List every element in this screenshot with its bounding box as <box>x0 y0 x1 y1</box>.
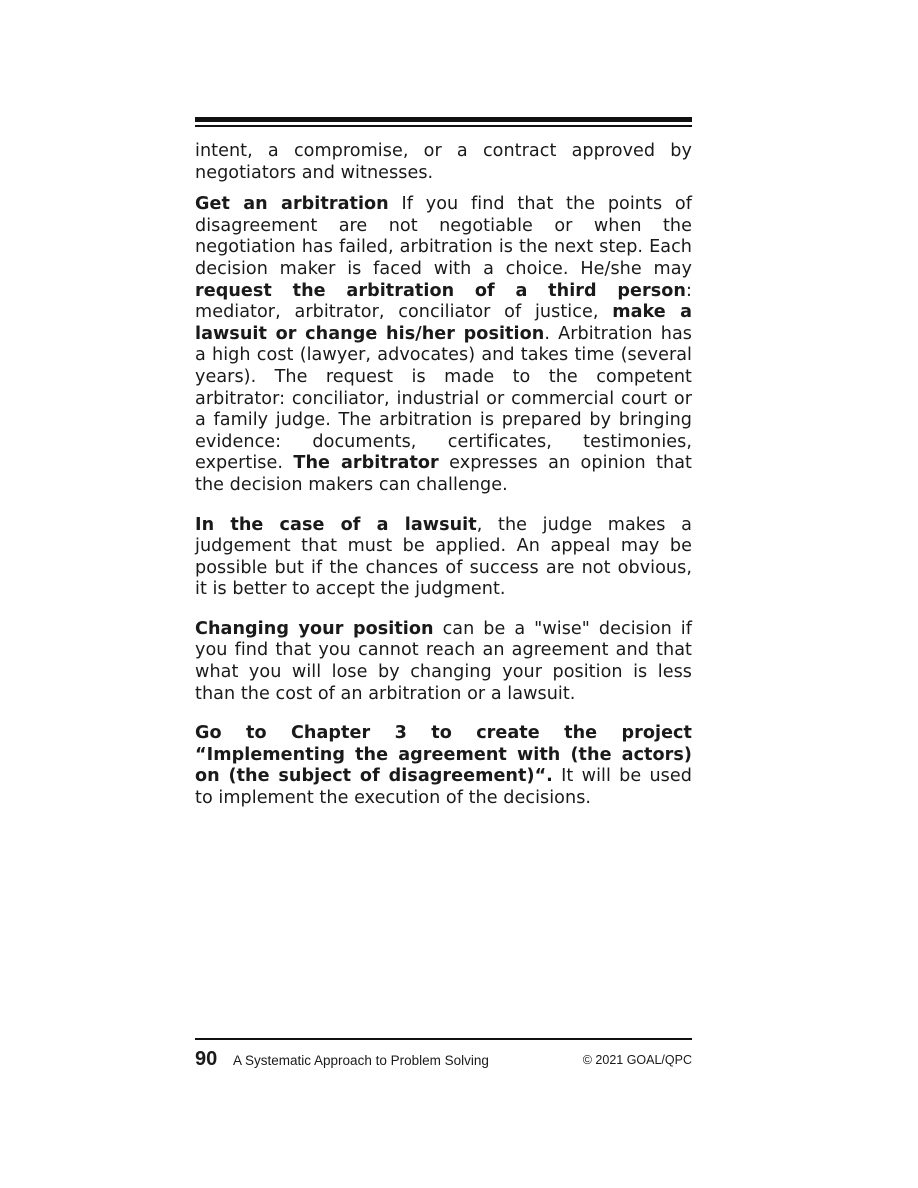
paragraph-text: , the judge makes a judgement that must be applied. An appeal may be possible but if the chances of success are not obvious, it is better to accept the judgment. <box>195 514 692 600</box>
paragraph-text: . Arbitration has a high cost (lawyer, advocates) and takes time (several years). The request is made to the competent arbitrator: conciliator, industrial or commercial court or a family judge. The arbitration is prepared by bringing evidence: documents, certificates, testimonies, expertise. <box>195 323 692 474</box>
text-content <box>195 141 692 810</box>
paragraph-lawsuit <box>195 515 692 601</box>
page-footer <box>195 1038 692 1072</box>
header-rule-thick <box>195 117 692 122</box>
header-rule-thin <box>195 125 692 127</box>
paragraph-text: intent, a compromise, or a contract approved by negotiators and witnesses. <box>195 141 692 183</box>
emphasis-text: The arbitrator <box>293 453 439 474</box>
book-title: A Systematic Approach to Problem Solving <box>233 1052 489 1068</box>
paragraph-heading: In the case of a lawsuit <box>195 514 477 535</box>
paragraph-continuation <box>195 141 692 184</box>
paragraph-text: expresses an opinion that the decision makers can challenge. <box>195 453 692 495</box>
paragraph-text: : mediator, arbitrator, conciliator of justice, <box>195 280 692 323</box>
paragraph-arbitration <box>195 194 692 496</box>
paragraph-text: If you find that the points of disagreement are not negotiable or when the negotiation has failed, arbitration is the next step. Each decision maker is faced with a choice. He/she may <box>195 194 692 279</box>
emphasis-text: make a lawsuit or change his/her position <box>195 302 692 344</box>
paragraph-text: can be a "wise" decision if you find that you cannot reach an agreement and that what you will lose by changing your position is less than the cost of an arbitration or a lawsuit. <box>195 618 692 704</box>
paragraph-heading: Get an arbitration <box>195 194 389 215</box>
paragraph-changing-position <box>195 619 692 705</box>
emphasis-text: request the arbitration of a third person <box>195 280 687 301</box>
footer-rule <box>195 1038 692 1040</box>
footer-row <box>195 1048 692 1072</box>
paragraph-heading: Go to Chapter 3 to create the project “Implementing the agreement with (the actors) on (the subject of disagreement)“. <box>195 723 692 787</box>
page-body <box>195 117 692 820</box>
paragraph-heading: Changing your position <box>195 618 434 639</box>
page-number: 90 <box>195 1047 218 1070</box>
copyright-notice: © 2021 GOAL/QPC <box>582 1052 692 1067</box>
paragraph-chapter-reference <box>195 723 692 809</box>
paragraph-text: It will be used to implement the execution of the decisions. <box>195 766 692 809</box>
